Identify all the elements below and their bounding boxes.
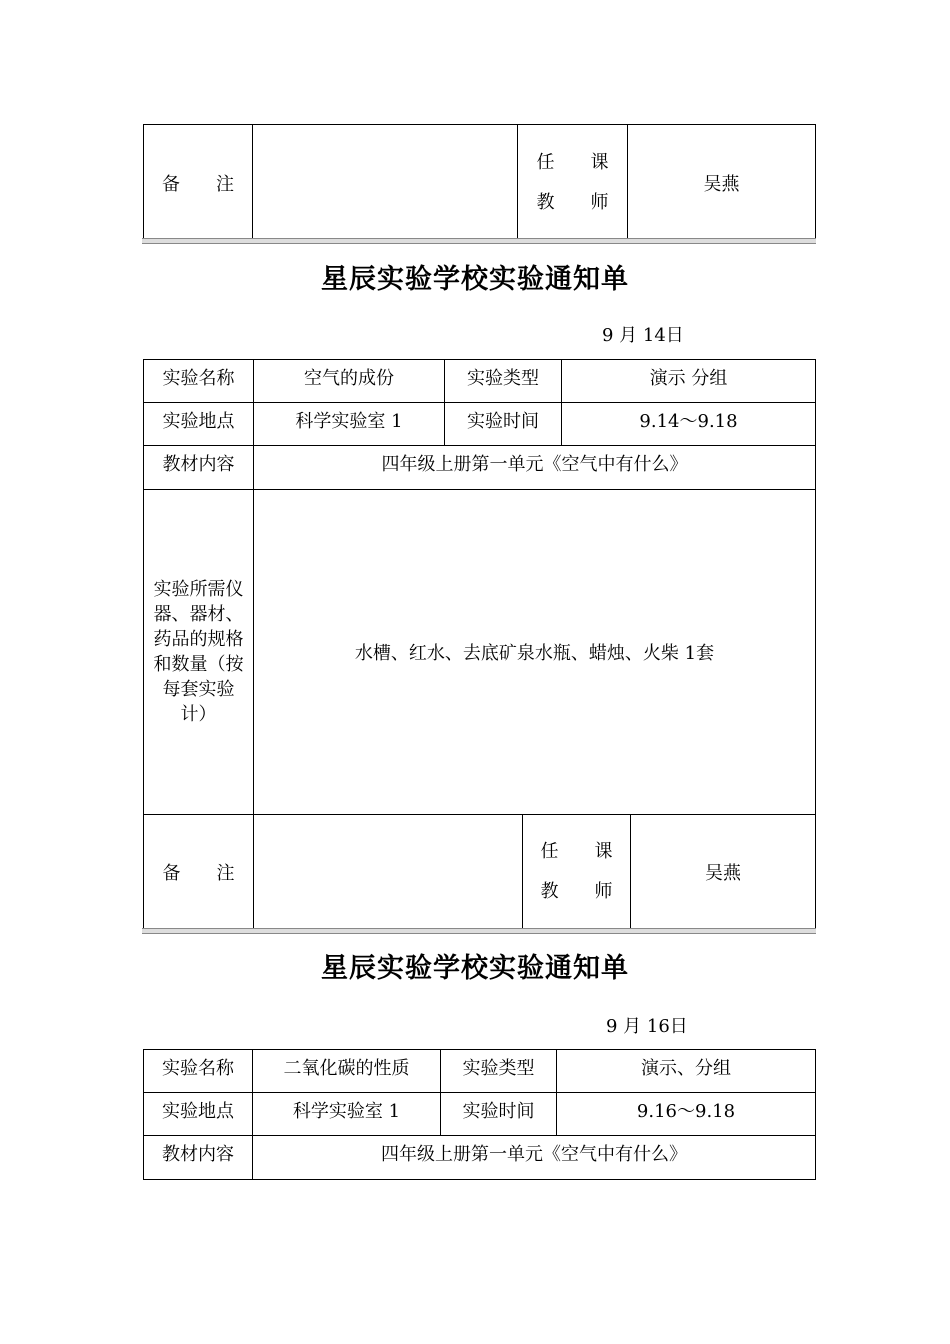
notice-title: 星辰实验学校实验通知单 — [321, 953, 629, 984]
time-value: 9.14～9.18 — [562, 403, 816, 446]
content-value: 四年级上册第一单元《空气中有什么》 — [254, 446, 816, 490]
teacher-label — [523, 815, 631, 930]
remarks-label: 备 注 — [144, 815, 254, 930]
materials-label-text: 实验所需仪器、器材、药品的规格和数量（按每套实验计） — [153, 579, 244, 725]
type-value: 演示、分组 — [557, 1050, 816, 1093]
teacher-label-line1: 任 课 — [536, 151, 609, 173]
teacher-label-line2: 教 师 — [536, 191, 609, 213]
location-value: 科学实验室 1 — [254, 403, 445, 446]
materials-label — [144, 490, 254, 815]
time-label: 实验时间 — [445, 403, 562, 446]
time-label: 实验时间 — [441, 1093, 557, 1136]
content-value: 四年级上册第一单元《空气中有什么》 — [253, 1136, 816, 1180]
notice-date: 9 月 16日 — [606, 1016, 688, 1037]
type-value: 演示 分组 — [562, 360, 816, 403]
notice-date: 9 月 14日 — [602, 325, 684, 346]
content-label: 教材内容 — [144, 446, 254, 490]
notice-table-2 — [143, 1049, 816, 1180]
teacher-label-line1: 任 课 — [540, 841, 613, 862]
notice-table-1 — [143, 359, 816, 815]
table-bottom-rule — [142, 928, 816, 934]
notice-title: 星辰实验学校实验通知单 — [321, 264, 629, 295]
content-label: 教材内容 — [144, 1136, 253, 1180]
time-value: 9.16～9.18 — [557, 1093, 816, 1136]
teacher-label — [518, 125, 628, 241]
type-label: 实验类型 — [441, 1050, 557, 1093]
teacher-name: 吴燕 — [631, 815, 816, 930]
teacher-label-line2: 教 师 — [540, 881, 613, 902]
location-value: 科学实验室 1 — [253, 1093, 441, 1136]
name-label: 实验名称 — [144, 1050, 253, 1093]
remarks-value — [254, 815, 523, 930]
location-label: 实验地点 — [144, 403, 254, 446]
name-value: 二氧化碳的性质 — [253, 1050, 441, 1093]
teacher-name: 吴燕 — [628, 125, 816, 241]
notice-remarks-table-1 — [143, 814, 816, 930]
remarks-value — [253, 125, 518, 241]
name-value: 空气的成份 — [254, 360, 445, 403]
top-remarks-table — [143, 124, 816, 241]
name-label: 实验名称 — [144, 360, 254, 403]
location-label: 实验地点 — [144, 1093, 253, 1136]
table-bottom-rule — [142, 238, 816, 244]
remarks-label: 备 注 — [144, 125, 253, 241]
materials-text: 水槽、红水、去底矿泉水瓶、蜡烛、火柴 1套 — [354, 643, 715, 664]
materials-value — [254, 490, 816, 815]
type-label: 实验类型 — [445, 360, 562, 403]
